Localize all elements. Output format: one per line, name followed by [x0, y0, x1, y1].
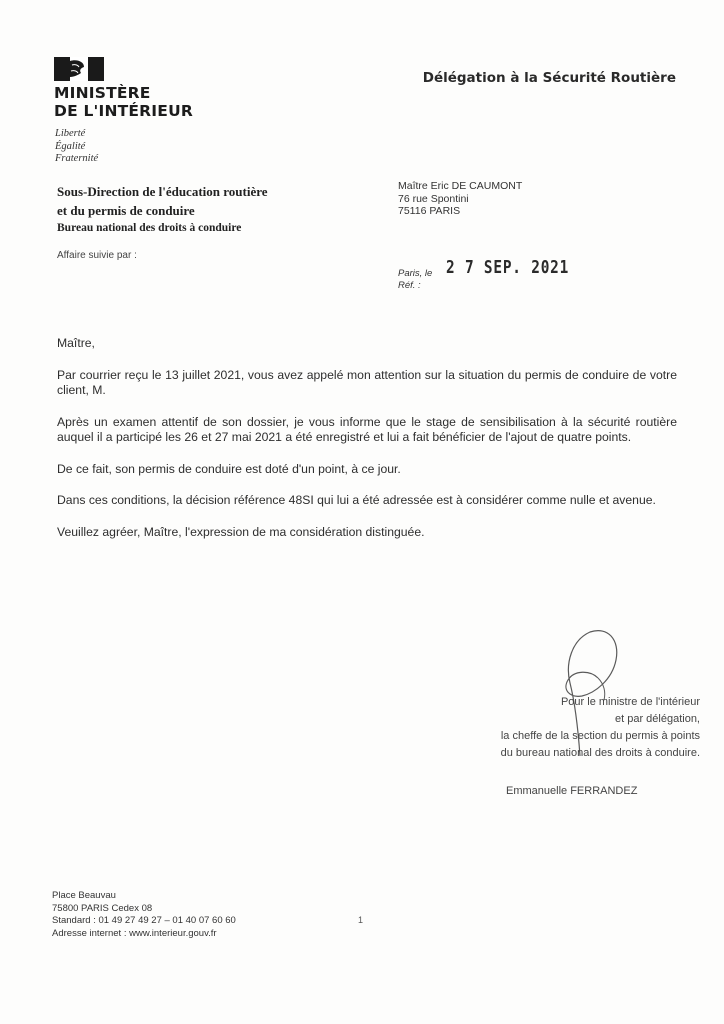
ministry-line-2: DE L'INTÉRIEUR — [54, 102, 193, 120]
signature-line-1: Pour le ministre de l'intérieur — [560, 696, 700, 708]
recipient-city: 75116 PARIS — [398, 205, 461, 217]
footer-line-2: 75800 PARIS Cedex 08 — [52, 902, 153, 914]
signature-line-4: du bureau national des droits à conduire. — [500, 747, 700, 759]
republic-motto — [55, 128, 98, 166]
signature-block — [430, 694, 700, 762]
delegation-title: Délégation à la Sécurité Routière — [422, 70, 676, 86]
recipient-name: Maître Eric DE CAUMONT — [398, 180, 523, 192]
signature-line-2: et par délégation, — [614, 713, 700, 725]
paragraph-2: Après un examen attentif de son dossier, je vous informe que le stage de sensibilisation à la sécurité routière auquel il a participé les 26 et 27 mai 2021 a été enregistré et lui a fait bénéficier de l'ajout de quatre points. — [57, 414, 677, 444]
reference-label: Réf. : — [398, 280, 421, 291]
paragraph-4: Dans ces conditions, la décision référence 48SI qui lui a été adressée est à considérer comme nulle et avenue. — [57, 493, 656, 507]
ministry-line-1: MINISTÈRE — [54, 84, 151, 102]
sender-line-1: Sous-Direction de l'éducation routière — [57, 184, 268, 199]
signature-line-3: la cheffe de la section du permis à points — [500, 730, 700, 742]
marianne-logo-icon — [54, 57, 104, 81]
sender-line-2: et du permis de conduire — [57, 203, 195, 218]
motto-fraternite: Fraternité — [55, 153, 99, 164]
date-stamp: 2 7 SEP. 2021 — [446, 257, 570, 278]
salutation: Maître, — [57, 336, 95, 350]
sender-line-3: Bureau national des droits à conduire — [57, 222, 242, 234]
footer-line-1: Place Beauvau — [52, 890, 116, 901]
signatory-name: Emmanuelle FERRANDEZ — [506, 785, 638, 797]
sender-block — [57, 182, 268, 237]
paragraph-3: De ce fait, son permis de conduire est doté d'un point, à ce jour. — [57, 461, 401, 476]
paragraph-5: Veuillez agréer, Maître, l'expression de ma considération distinguée. — [57, 524, 425, 539]
motto-liberte: Liberté — [55, 128, 86, 139]
letter-body — [57, 336, 677, 556]
footer-line-4: Adresse internet : www.interieur.gouv.fr — [52, 927, 217, 939]
motto-egalite: Égalité — [55, 140, 86, 152]
ministry-name — [54, 84, 193, 120]
affaire-label: Affaire suivie par : — [57, 250, 137, 261]
footer-address — [52, 890, 236, 940]
page-number: 1 — [358, 915, 364, 925]
recipient-street: 76 rue Spontini — [398, 192, 469, 205]
date-label: Paris, le — [398, 268, 433, 279]
footer-line-3: Standard : 01 49 27 49 27 – 01 40 07 60 60 — [52, 915, 236, 926]
date-place-label — [398, 263, 432, 281]
recipient-address — [398, 180, 522, 218]
paragraph-1: Par courrier reçu le 13 juillet 2021, vous avez appelé mon attention sur la situation du permis de conduire de votre client, M. — [57, 367, 677, 397]
